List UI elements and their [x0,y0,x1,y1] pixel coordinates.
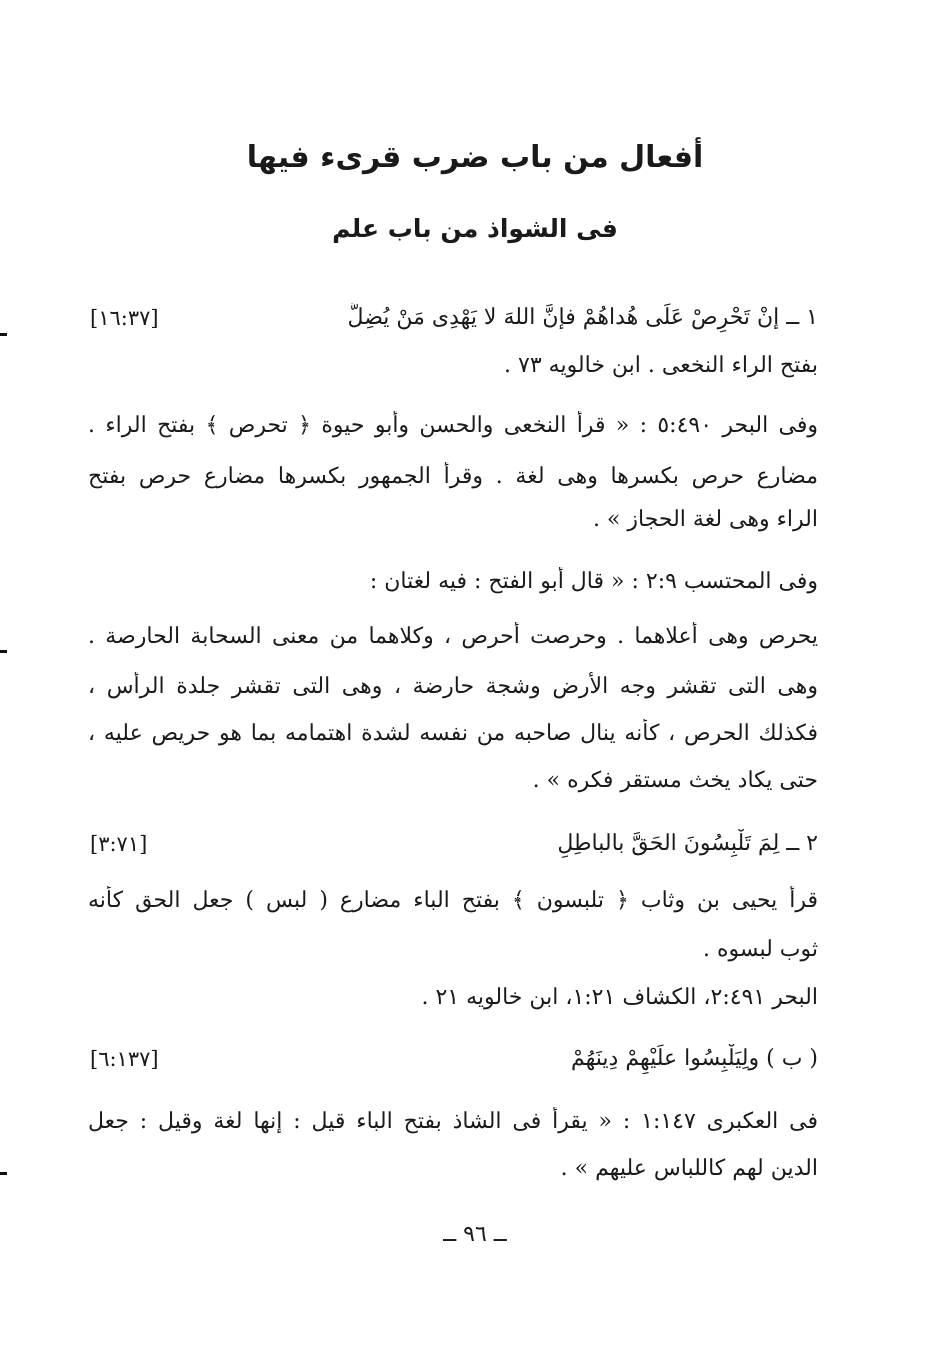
scan-edge-mark [0,650,7,653]
scan-edge-mark [0,1172,7,1175]
entry-1-line-6: يحرص وهى أعلاهما . وحرصت أحرص ، وكلاهما من معنى السحابة الحارصة . [88,624,818,649]
entry-1-line-1: بفتح الراء النخعى . ابن خالويه ٧٣ . [504,353,818,378]
entry-2-line-2: ثوب لبسوه . [702,937,818,962]
entry-3-line-2: الدين لهم كاللباس عليهم » . [560,1156,818,1181]
page-title: أفعال من باب ضرب قرىء فيها [246,140,704,175]
entry-1-line-9: حتى يكاد يخث مستقر فكره » . [532,768,818,793]
verse-3-reference: [٦:١٣٧] [90,1047,159,1071]
verse-1: ١ ــ إنْ تَحْرِصْ عَلَى هُداهُمْ فإنَّ اللهَ لا يَهْدِى مَنْ يُضِلُّ [347,305,818,330]
verse-2-reference: [٣:٧١] [90,832,148,856]
entry-1-line-4: الراء وهى لغة الحجاز » . [592,507,818,532]
entry-2-line-1: قرأ يحيى بن وثاب ﴿ تلبسون ﴾ بفتح الباء مضارع ( لبس ) جعل الحق كأنه [88,888,818,913]
page-subtitle: فى الشواذ من باب علم [332,214,618,243]
entry-1-line-3: مضارع حرص بكسرها وهى لغة . وقرأ الجمهور بكسرها مضارع حرص بفتح [88,464,818,489]
entry-3-line-1: فى العكبرى ١:١٤٧ : « يقرأ فى الشاذ بفتح الباء قيل : إنها لغة وقيل : جعل [88,1109,818,1134]
entry-1-line-8: فكذلك الحرص ، كأنه ينال صاحبه من نفسه لشدة اهتمامه بما هو حريص عليه ، [88,721,818,746]
entry-1-line-7: وهى التى تقشر وجه الأرض وشجة حارضة ، وهى التى تقشر جلدة الرأس ، [88,674,818,699]
page-number: ــ ٩٦ ــ [443,1222,507,1247]
verse-1-reference: [١٦:٣٧] [90,306,159,330]
entry-1-line-2: وفى البحر ٥:٤٩٠ : « قرأ النخعى والحسن وأبو حيوة ﴿ تحرص ﴾ بفتح الراء . [88,413,818,438]
verse-2: ٢ ــ لِمَ تَلْبِسُونَ الحَقَّ بالباطِلِ [557,831,818,856]
verse-3: ( ب ) ولِيَلْبِسُوا علَيْهِمْ دِينَهُمْ [570,1046,818,1071]
entry-1-line-5: وفى المحتسب ٢:٩ : « قال أبو الفتح : فيه لغتان : [369,569,818,594]
entry-2-line-3: البحر ٢:٤٩١، الكشاف ١:٢١، ابن خالويه ٢١ . [421,985,818,1010]
scan-edge-mark [0,333,7,336]
